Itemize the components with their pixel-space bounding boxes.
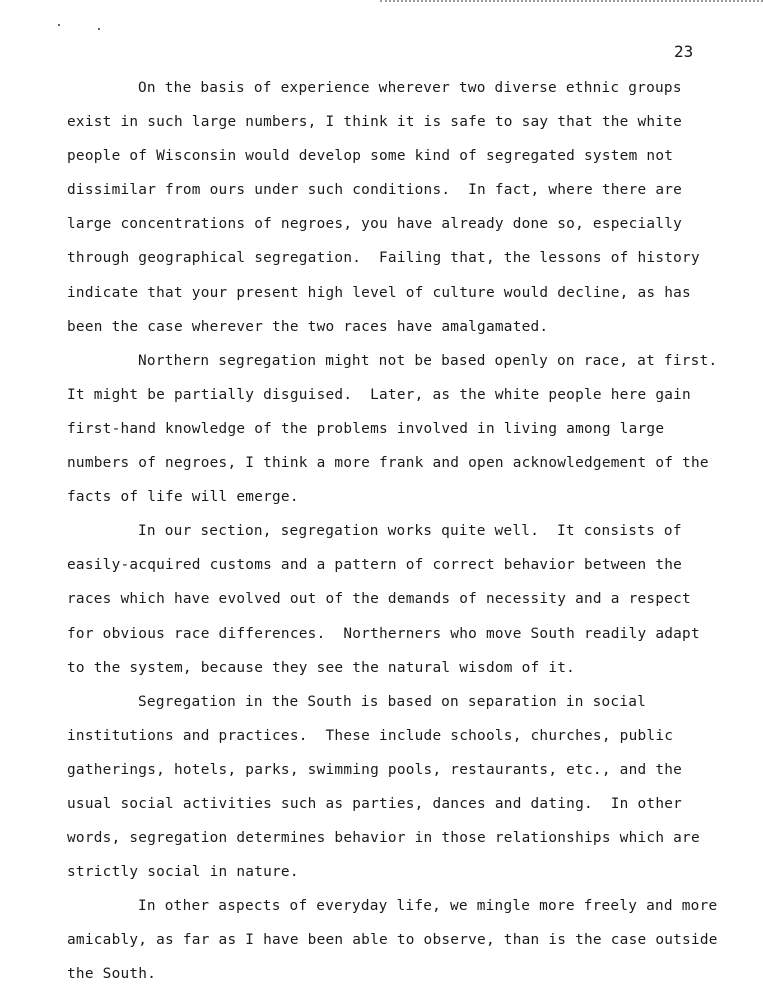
text-line: numbers of negroes, I think a more frank and open acknowledgement of the [67, 455, 709, 472]
text-line: institutions and practices. These include schools, churches, public [67, 727, 674, 744]
text-line: Segregation in the South is based on separation in social [138, 693, 647, 710]
text-line: been the case wherever the two races have amalgamated. [67, 318, 549, 335]
top-dotted-border [380, 0, 763, 2]
text-line: races which have evolved out of the demands of necessity and a respect [67, 591, 691, 608]
text-line: indicate that your present high level of culture would decline, as has [67, 284, 691, 301]
text-line: large concentrations of negroes, you have already done so, especially [67, 216, 683, 233]
page-number: 23 [674, 42, 694, 61]
text-line: Northern segregation might not be based openly on race, at first. [138, 352, 718, 369]
text-line: usual social activities such as parties, dances and dating. In other [67, 795, 683, 812]
body-text [67, 71, 747, 992]
text-line: In our section, segregation works quite well. It consists of [138, 523, 682, 540]
text-line: words, segregation determines behavior in those relationships which are [67, 830, 700, 847]
paper-speck [58, 24, 60, 26]
text-line: exist in such large numbers, I think it is safe to say that the white [67, 114, 683, 131]
text-line: On the basis of experience wherever two diverse ethnic groups [138, 80, 682, 96]
paper-speck [98, 28, 100, 30]
text-line: facts of life will emerge. [67, 489, 299, 506]
text-line: In other aspects of everyday life, we mingle more freely and more [138, 898, 718, 915]
text-line: first-hand knowledge of the problems involved in living among large [67, 420, 665, 437]
text-line: It might be partially disguised. Later, as the white people here gain [67, 386, 691, 403]
text-line: to the system, because they see the natural wisdom of it. [67, 659, 576, 676]
text-line: easily-acquired customs and a pattern of correct behavior between the [67, 557, 683, 574]
text-line: for obvious race differences. Northerners who move South readily adapt [67, 625, 700, 642]
text-line: amicably, as far as I have been able to observe, than is the case outside [67, 932, 718, 949]
text-line: strictly social in nature. [67, 864, 299, 881]
text-line: the South. [67, 966, 157, 983]
text-line: dissimilar from ours under such conditions. In fact, where there are [67, 182, 683, 199]
text-line: people of Wisconsin would develop some kind of segregated system not [67, 148, 674, 165]
text-line: through geographical segregation. Failing that, the lessons of history [67, 250, 700, 267]
text-line: gatherings, hotels, parks, swimming pools, restaurants, etc., and the [67, 761, 683, 778]
